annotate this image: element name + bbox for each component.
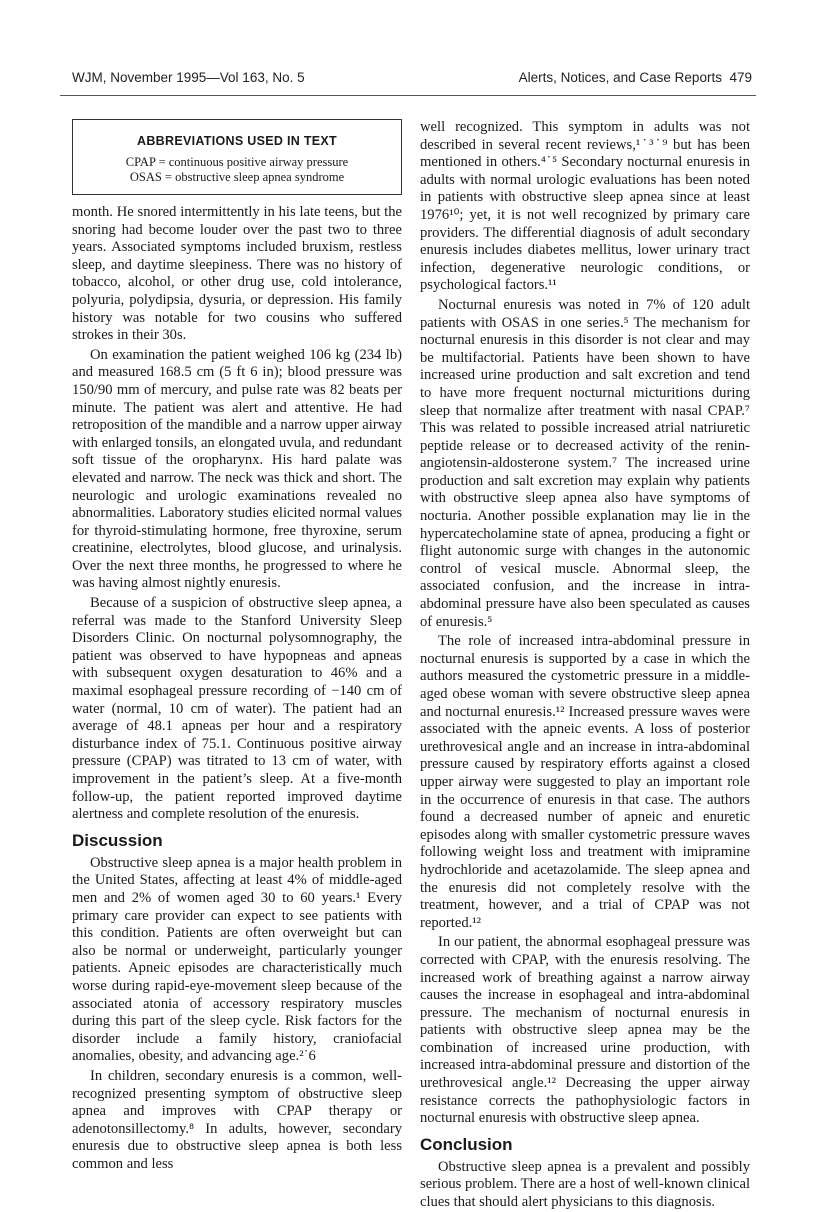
header-rule bbox=[60, 95, 756, 96]
abbreviation-osas: OSAS = obstructive sleep apnea syndrome bbox=[129, 170, 345, 184]
discussion-paragraph-4: Nocturnal enuresis was noted in 7% of 120 adult patients with OSAS in one series.⁵ The mechanism for nocturnal enuresis in this disorder is not clear and may be multifactorial. Patients have been shown to have increased urine production and salt excretion and tend to have more frequent nocturnal micturitions during sleep that normalize after treatment with nasal CPAP.⁷ This was related to possible increased atrial natriuretic peptide release or to decreased activity of the renin-angiotensin-aldosterone system.⁷ The increased urine production and salt excretion may explain why patients with obstructive sleep apnea also have symptoms of nocturia. Another possible explanation may lie in the hypercatecholamine state of apnea, producing a fight or flight autonomic surge with changes in the autonomic control of vesical muscle. Abnormal sleep, the associated confusion, and the increase in intra-abdominal pressure have also been speculated as causes of enuresis.⁵ bbox=[420, 296, 750, 630]
abbreviation-cpap: CPAP = continuous positive airway pressure bbox=[125, 155, 349, 169]
discussion-paragraph-2: In children, secondary enuresis is a common, well-recognized presenting symptom of obstructive sleep apnea and improves with CPAP therapy or adenotonsillectomy.⁸ In adults, however, secondary enuresis due to obstructive sleep apnea is both less common and less bbox=[72, 1067, 402, 1172]
journal-citation: WJM, November 1995—Vol 163, No. 5 bbox=[72, 70, 305, 85]
discussion-paragraph-3: well recognized. This symptom in adults was not described in several recent reviews,¹˙³˙⁹ but has been mentioned in others.⁴˙⁵ Secondary nocturnal enuresis in adults with normal urologic evaluations has been noted in patients with obstructive sleep apnea since at least 1976¹⁰; yet, it is not well recognized by primary care providers. The differential diagnosis of adult secondary enuresis includes diabetes mellitus, lower urinary tract infection, degenerative neurologic conditions, or psychological factors.¹¹ bbox=[420, 119, 750, 294]
case-paragraph-3: Because of a suspicion of obstructive sleep apnea, a referral was made to the Stanford University Sleep Disorders Clinic. On nocturnal polysomnography, the patient was observed to have hypopneas and apneas with subsequent oxygen desaturation to 46% and a maximal esophageal pressure recording of −140 cm of water (normal, 10 cm of water). The patient had an average of 48.1 apneas per hour and a respiratory disturbance index of 75.1. Continuous positive airway pressure (CPAP) was titrated to 13 cm of water, with improvement in the patient’s sleep. At a five-month follow-up, the patient reported improved daytime alertness and complete resolution of the enuresis. bbox=[72, 595, 402, 823]
conclusion-heading: Conclusion bbox=[420, 1134, 513, 1154]
abbreviations-box bbox=[72, 119, 402, 195]
abbreviations-title: ABBREVIATIONS USED IN TEXT bbox=[137, 134, 337, 148]
running-header bbox=[72, 70, 752, 92]
discussion-heading: Discussion bbox=[72, 830, 163, 850]
conclusion-paragraph: Obstructive sleep apnea is a prevalent and possibly serious problem. There are a host of well-known clinical clues that should alert physicians to this diagnosis. bbox=[420, 1158, 751, 1211]
page-number: 479 bbox=[729, 70, 752, 85]
discussion-paragraph-6: In our patient, the abnormal esophageal pressure was corrected with CPAP, with the enuresis resolving. The increased work of breathing against a narrow airway causes the increase in esophageal and intra-abdominal pressure. The mechanism of nocturnal enuresis in patients with obstructive sleep apnea may be the combination of increased urine production, with increased intra-abdominal pressure and distortion of the urethrovesical angle.¹² Decreasing the upper airway resistance corrects the pathophysiologic factors in nocturnal enuresis with obstructive sleep apnea. bbox=[420, 934, 750, 1127]
section-and-page bbox=[519, 70, 752, 85]
section-title: Alerts, Notices, and Case Reports bbox=[518, 70, 722, 85]
discussion-paragraph-1: Obstructive sleep apnea is a major health problem in the United States, affecting at least 4% of middle-aged men and 2% of women aged 30 to 60 years.¹ Every primary care provider can expect to see patients with this condition. Patients are often overweight but can also be normal or underweight, particularly younger patients. Apneic episodes are characteristically much worse during rapid-eye-movement sleep because of the associated atonia of accessory respiratory muscles during this part of the sleep cycle. Risk factors for the disorder include a family history, craniofacial anomalies, obesity, and advancing age.²˙6 bbox=[72, 854, 402, 1065]
discussion-paragraph-5: The role of increased intra-abdominal pressure in nocturnal enuresis is supported by a case in which the authors measured the cystometric pressure in a middle-aged obese woman with severe obstructive sleep apnea and nocturnal enuresis.¹² Increased pressure waves were associated with the apneic events. A loss of posterior urethrovesical angle and an increase in intra-abdominal pressure caused by respiratory efforts against a closed upper airway were suggested to play an important role in the occurrence of enuresis in that case. The authors found a decreased number of apneic and enuretic episodes along with smaller cystometric pressure waves following weight loss and treatment with imipramine hydrochloride and acetazolamide. The sleep apnea and the enuresis did not completely resolve with the treatment, however, and a trial of CPAP was not reported.¹² bbox=[420, 633, 750, 931]
case-paragraph-2: On examination the patient weighed 106 kg (234 lb) and measured 168.5 cm (5 ft 6 in); blood pressure was 150/90 mm of mercury, and pulse rate was 82 beats per minute. The patient was alert and attentive. He had retroposition of the mandible and a narrow upper airway with enlarged tonsils, an elongated uvula, and redundant soft tissue of the oropharynx. His hard palate was elevated and narrow. The neck was thick and short. The neurologic and urologic examinations revealed no abnormalities. Laboratory studies elicited normal values for thyroid-stimulating hormone, free thyroxine, serum creatinine, electrolytes, blood glucose, and urinalysis. Over the next three months, he progressed to where he was having almost nightly enuresis. bbox=[72, 346, 402, 592]
left-column bbox=[72, 119, 402, 1173]
case-paragraph-1: month. He snored intermittently in his late teens, but the snoring had become louder over the past two to three years. Associated symptoms included bruxism, restless sleep, and daytime sleepiness. There was no history of tobacco, alcohol, or other drug use, cold intolerance, polyuria, polydipsia, dysuria, or depression. His family history was notable for two cousins who suffered strokes in their 30s. bbox=[72, 204, 402, 344]
right-column bbox=[420, 119, 750, 1212]
